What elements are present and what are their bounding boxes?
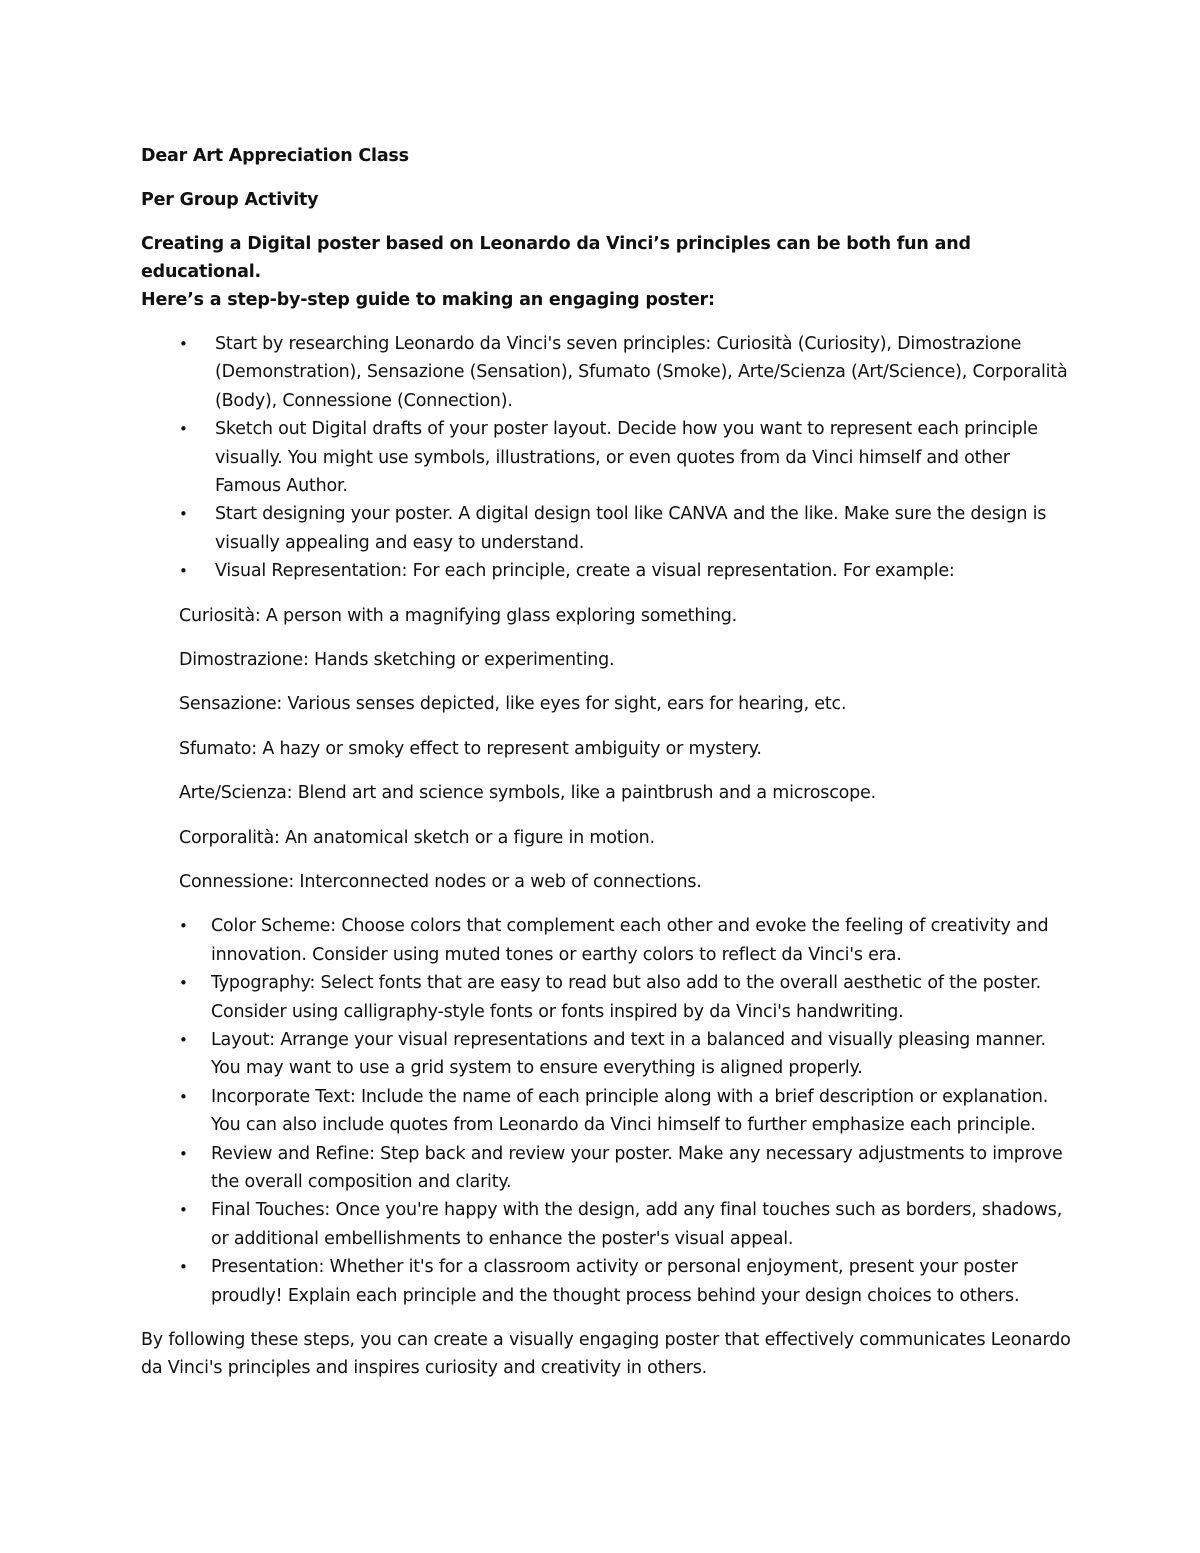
list-item-text: Start designing your poster. A digital design tool like CANVA and the like. Make sure the design is visually appealing and easy to understand. xyxy=(215,504,1047,553)
list-item-text: Visual Representation: For each principle, create a visual representation. For example: xyxy=(215,561,955,582)
list-item-text: Incorporate Text: Include the name of each principle along with a brief description or explanation. You can also include quotes from Leonardo da Vinci himself to further emphasize each principle. xyxy=(211,1086,1049,1136)
list-item xyxy=(141,415,1071,500)
example-dimostrazione: Dimostrazione: Hands sketching or experimenting. xyxy=(179,650,615,671)
intro-line-1: Creating a Digital poster based on Leonardo da Vinci’s principles can be both fun and educational. xyxy=(141,234,971,282)
example-corporalita: Corporalità: An anatomical sketch or a figure in motion. xyxy=(179,827,655,848)
list-item xyxy=(141,1196,1071,1253)
bullet-icon: • xyxy=(179,505,188,524)
document-body xyxy=(141,142,1071,1382)
closing-paragraph: By following these steps, you can create a visually engaging poster that effectively communicates Leonardo da Vinci's principles and inspires curiosity and creativity in others. xyxy=(141,1330,1071,1379)
example-connessione: Connessione: Interconnected nodes or a web of connections. xyxy=(179,872,702,892)
example-curiosita: Curiosità: A person with a magnifying glass exploring something. xyxy=(179,605,738,626)
list-item xyxy=(141,330,1071,415)
example-sensazione: Sensazione: Various senses depicted, like eyes for sight, ears for hearing, etc. xyxy=(179,694,847,715)
list-item-text: Typography: Select fonts that are easy to read but also add to the overall aesthetic of the poster. Consider using calligraphy-style fonts or fonts inspired by da Vinci's handwriting. xyxy=(211,973,1041,1022)
bullet-icon: • xyxy=(179,1087,188,1106)
list-item-text: Review and Refine: Step back and review your poster. Make any necessary adjustments to improve the overall composition and clarity. xyxy=(211,1143,1063,1193)
list-item-text: Presentation: Whether it's for a classroom activity or personal enjoyment, present your poster proudly! Explain each principle and the thought process behind your design choices to others. xyxy=(211,1257,1020,1306)
list-item xyxy=(141,1253,1071,1310)
bullet-icon: • xyxy=(179,335,188,353)
intro-line-2: Here’s a step-by-step guide to making an engaging poster: xyxy=(141,290,715,310)
example-sfumato: Sfumato: A hazy or smoky effect to represent ambiguity or mystery. xyxy=(179,738,762,759)
bullet-icon: • xyxy=(179,917,188,936)
list-item xyxy=(141,912,1071,969)
steps-list xyxy=(141,330,1071,586)
list-item-text: Start by researching Leonardo da Vinci's seven principles: Curiosità (Curiosity), Dimostrazione (Demonstration), Sensazione (Sensation), Sfumato (Smoke), Arte/Scienza (Art/Science), Corporalità (Body), Connessione (Connection). xyxy=(215,334,1068,411)
greeting-heading: Dear Art Appreciation Class xyxy=(141,146,409,166)
list-item-text: Color Scheme: Choose colors that complement each other and evoke the feeling of creativity and innovation. Consider using muted tones or earthy colors to reflect da Vinci's era. xyxy=(211,916,1049,965)
list-item xyxy=(141,1083,1071,1140)
bullet-icon: • xyxy=(179,1258,188,1277)
list-item-text: Layout: Arrange your visual representations and text in a balanced and visually pleasing manner. You may want to use a grid system to ensure everything is aligned properly. xyxy=(211,1030,1046,1079)
example-arte-scienza: Arte/Scienza: Blend art and science symbols, like a paintbrush and a microscope. xyxy=(179,783,876,804)
bullet-icon: • xyxy=(179,562,188,581)
bullet-icon: • xyxy=(179,974,188,993)
list-item-text: Final Touches: Once you're happy with the design, add any final touches such as borders, shadows, or additional embellishments to enhance the poster's visual appeal. xyxy=(211,1200,1063,1249)
bullet-icon: • xyxy=(179,420,188,439)
list-item xyxy=(141,557,1071,585)
list-item xyxy=(141,1026,1071,1083)
examples-block xyxy=(141,602,1071,896)
list-item xyxy=(141,969,1071,1026)
bullet-icon: • xyxy=(179,1144,188,1163)
intro-paragraph xyxy=(141,230,1071,314)
activity-heading: Per Group Activity xyxy=(141,190,319,210)
tips-list xyxy=(141,912,1071,1310)
list-item xyxy=(141,1140,1071,1197)
bullet-icon: • xyxy=(179,1031,188,1050)
bullet-icon: • xyxy=(179,1201,188,1220)
list-item xyxy=(141,500,1071,557)
list-item-text: Sketch out Digital drafts of your poster layout. Decide how you want to represent each principle visually. You might use symbols, illustrations, or even quotes from da Vinci himself and other Famous Author. xyxy=(215,419,1038,497)
